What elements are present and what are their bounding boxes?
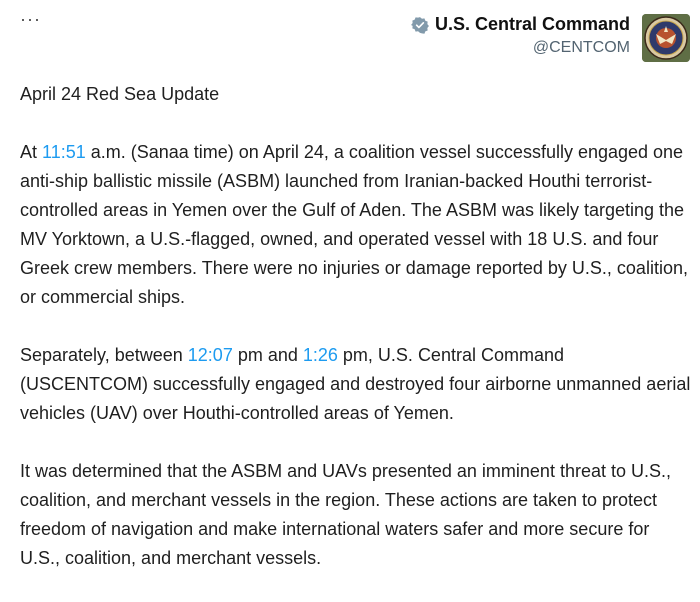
author-name[interactable]: U.S. Central Command xyxy=(434,14,630,34)
centcom-seal-icon xyxy=(642,14,690,62)
post-title: April 24 Red Sea Update xyxy=(20,84,220,104)
paragraph-text: a.m. (Sanaa time) on April 24, a coalition vessel successfully engaged one anti-ship ballistic missile (ASBM) launched from Iranian-backed Houthi terrorist-controlled areas in Yemen over the Gulf of Aden. The ASBM was likely targeting the MV Yorktown, a U.S.-flagged, owned, and operated vessel with 18 U.S. and four Greek crew members. There were no injuries or damage reported by U.S., coalition, or commercial ships. xyxy=(20,142,688,307)
paragraph-text: Separately, between xyxy=(20,345,188,365)
time-link-126[interactable]: 1:26 xyxy=(302,345,338,365)
paragraph-text: At xyxy=(20,142,43,162)
avatar[interactable] xyxy=(642,14,690,62)
paragraph-text: pm, U.S. Central Command (USCENTCOM) successfully engaged and destroyed four airborne unmanned aerial vehicles (UAV) over Houthi-controlled areas of Yemen. xyxy=(20,345,691,423)
author-handle[interactable]: @CENTCOM xyxy=(532,39,630,56)
time-link-1151[interactable]: 11:51 xyxy=(42,142,86,162)
post-more-button[interactable]: ··· xyxy=(20,9,41,29)
post-paragraph-2 xyxy=(20,341,692,428)
post-paragraph-3: It was determined that the ASBM and UAVs presented an imminent threat to U.S., coalition, and merchant vessels in the region. These actions are taken to protect freedom of navigation and make international waters safer and more secure for U.S., coalition, and merchant vessels. xyxy=(20,461,671,568)
paragraph-text: pm and xyxy=(232,345,303,365)
verified-badge-icon xyxy=(411,16,429,34)
post-paragraph-1 xyxy=(20,138,692,312)
post-content xyxy=(20,80,692,602)
post-author[interactable] xyxy=(411,14,630,57)
time-link-1207[interactable]: 12:07 xyxy=(187,345,233,365)
